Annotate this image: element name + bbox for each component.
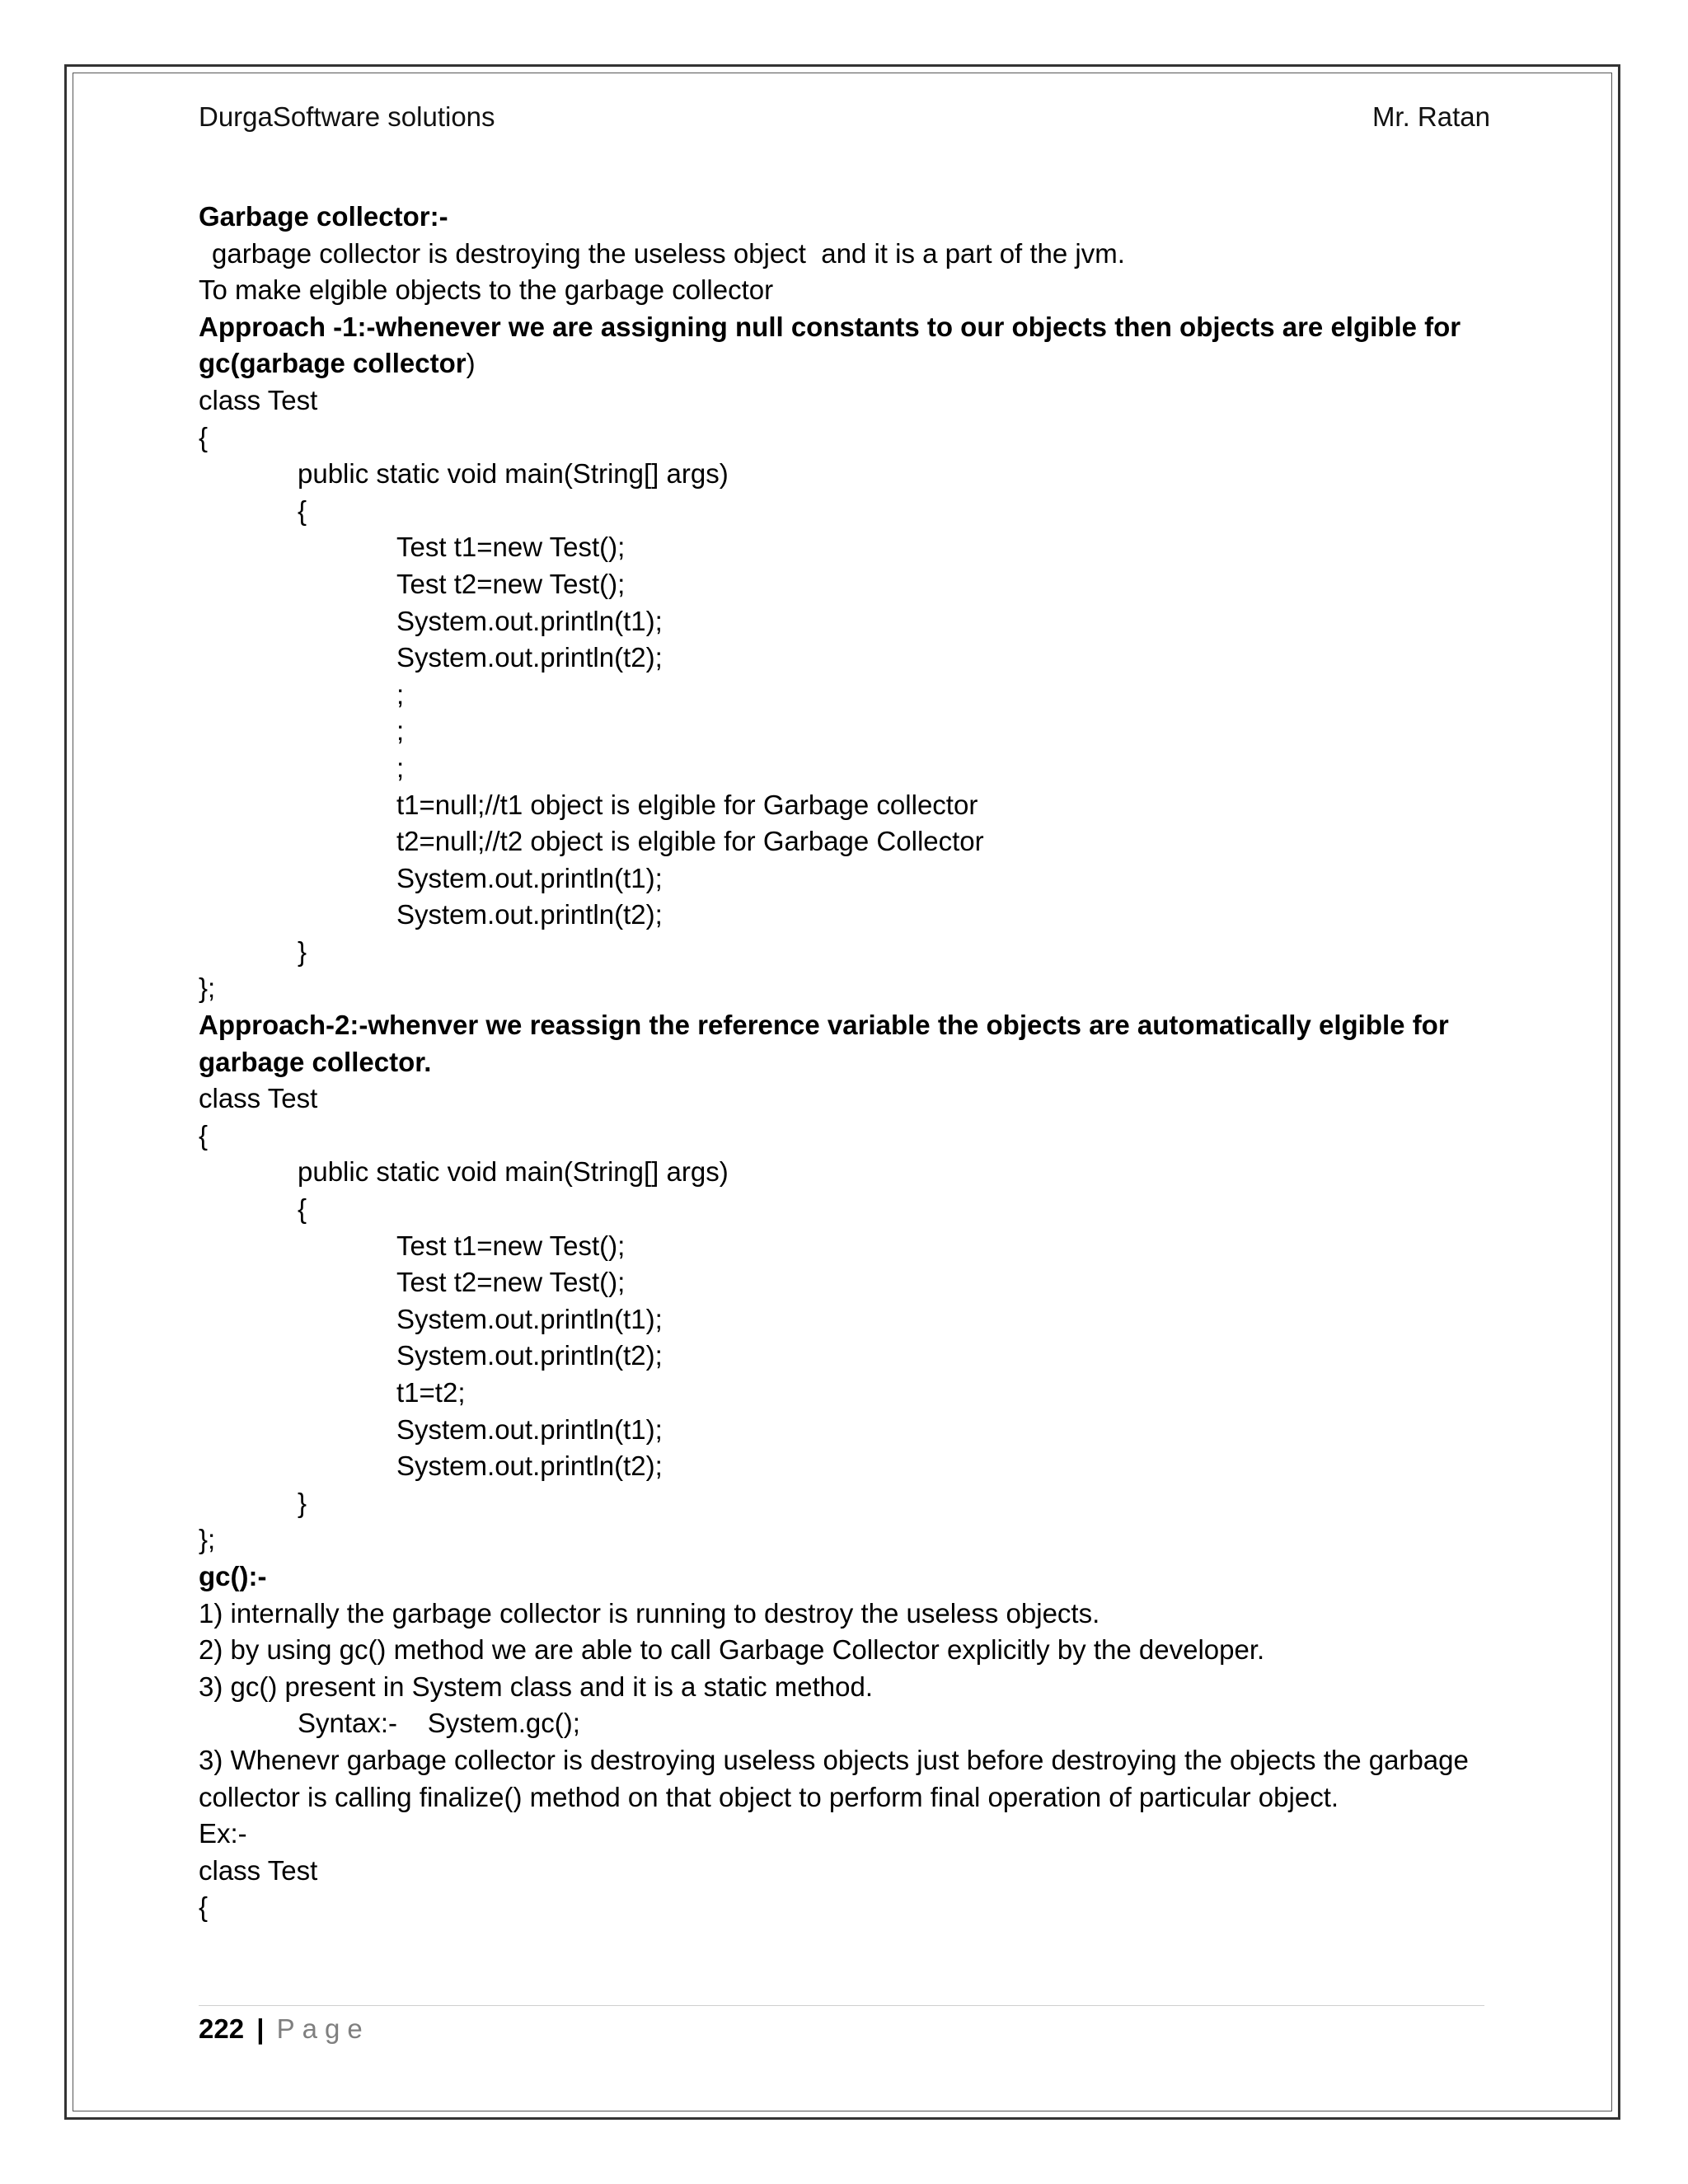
code-line: System.out.println(t1); (396, 862, 663, 893)
list-item: 3) gc() present in System class and it is a static method. (199, 1671, 873, 1702)
code-line: public static void main(String[] args) (298, 458, 729, 490)
approach-1-close-paren: ) (466, 348, 476, 379)
code-line: { (199, 1119, 209, 1151)
code-line: System.out.println(t2); (396, 1340, 663, 1371)
syntax-line: Syntax:- System.gc(); (298, 1708, 580, 1739)
code-line: ; (396, 678, 405, 710)
approach-1-heading (199, 309, 1484, 382)
code-line: class Test (199, 1083, 318, 1114)
approach-1-text: Approach -1:-whenever we are assigning null constants to our objects then objects are elgible for gc(garbage collector (199, 311, 1461, 379)
code-line: Test t1=new Test(); (396, 532, 626, 563)
header-author: Mr. Ratan (1372, 101, 1490, 132)
list-item: 1) internally the garbage collector is running to destroy the useless objects. (199, 1597, 1100, 1629)
code-line: System.out.println(t2); (396, 642, 663, 673)
code-line: } (298, 935, 307, 967)
code-line: System.out.println(t1); (396, 605, 663, 636)
example-label: Ex:- (199, 1818, 247, 1849)
code-line: System.out.println(t2); (396, 899, 663, 930)
code-line: ; (396, 715, 405, 747)
code-line: Test t2=new Test(); (396, 1267, 626, 1298)
footer-separator: | (256, 2013, 265, 2044)
header-company: DurgaSoftware solutions (199, 101, 495, 132)
section-heading-garbage-collector: Garbage collector:- (199, 201, 448, 232)
code-line: System.out.println(t1); (396, 1303, 663, 1334)
paragraph: To make elgible objects to the garbage collector (199, 274, 774, 306)
section-heading-gc: gc():- (199, 1560, 267, 1591)
code-line: System.out.println(t1); (396, 1413, 663, 1445)
code-line: System.out.println(t2); (396, 1451, 663, 1482)
code-line: }; (199, 1524, 216, 1555)
code-line: Test t2=new Test(); (396, 568, 626, 599)
code-line: Test t1=new Test(); (396, 1230, 626, 1261)
code-line: ; (396, 752, 405, 783)
footer-divider (199, 2005, 1484, 2006)
approach-2-heading: Approach-2:-whenver we reassign the reference variable the objects are automatically elgible for garbage collector. (199, 1010, 1449, 1077)
code-line: { (298, 494, 307, 526)
code-line: t1=t2; (396, 1377, 466, 1408)
code-line: public static void main(String[] args) (298, 1156, 729, 1188)
code-line: class Test (199, 384, 318, 415)
page-footer (199, 2011, 370, 2047)
page-label: Page (276, 2013, 370, 2044)
paragraph: garbage collector is destroying the useless object and it is a part of the jvm. (212, 237, 1125, 269)
list-item: 2) by using gc() method we are able to call Garbage Collector explicitly by the developer. (199, 1634, 1265, 1666)
code-line: { (298, 1193, 307, 1225)
code-line: { (199, 1891, 209, 1923)
document-body (199, 199, 1484, 1926)
code-line: { (199, 421, 209, 452)
list-item: 3) Whenevr garbage collector is destroying useless objects just before destroying the objects the garbage collector is calling finalize() method on that object to perform final operation of particular object. (199, 1744, 1469, 1812)
code-line: t2=null;//t2 object is elgible for Garbage Collector (396, 826, 984, 857)
code-line: }; (199, 972, 216, 1004)
code-line: t1=null;//t1 object is elgible for Garbage collector (396, 789, 978, 820)
code-line: class Test (199, 1854, 318, 1886)
code-line: } (298, 1487, 307, 1518)
page-number: 222 (199, 2013, 245, 2044)
